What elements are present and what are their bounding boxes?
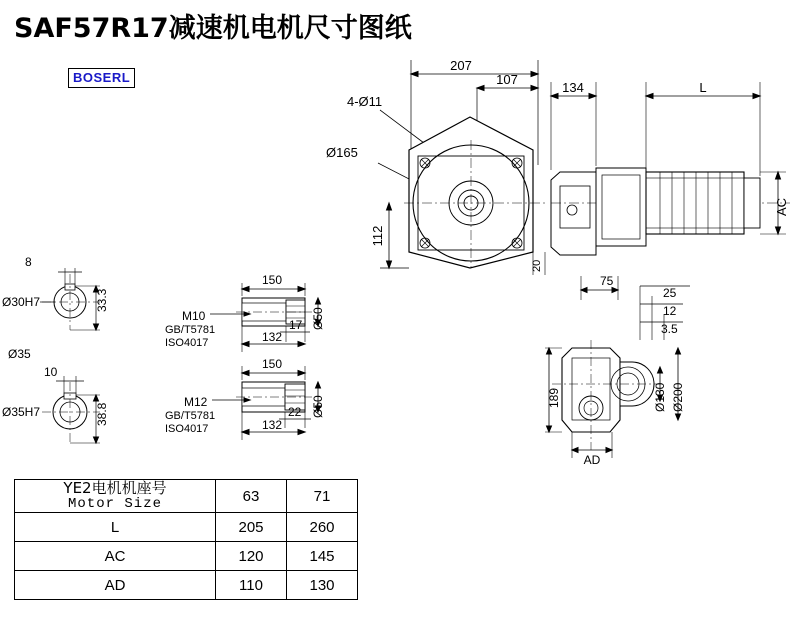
dim-132-b: 132 bbox=[262, 418, 283, 432]
dim-22: 22 bbox=[288, 405, 302, 419]
dim-shaft-35h7: Ø35H7 bbox=[2, 405, 41, 419]
cell-L-71: 260 bbox=[287, 513, 358, 542]
label-cn: YE2电机机座号 bbox=[63, 479, 167, 497]
dim-107: 107 bbox=[496, 72, 518, 87]
dim-12: 12 bbox=[663, 304, 677, 318]
dim-134: 134 bbox=[562, 80, 584, 95]
dim-m10: M10 bbox=[182, 309, 206, 323]
dim-AC: AC bbox=[774, 197, 789, 217]
table-row bbox=[15, 480, 358, 513]
dim-150-b: 150 bbox=[262, 357, 283, 371]
table-row bbox=[15, 513, 358, 542]
std-iso4017-a: ISO4017 bbox=[165, 337, 209, 349]
table-header-motor-size bbox=[15, 480, 216, 513]
dim-m12: M12 bbox=[184, 395, 208, 409]
table-row bbox=[15, 542, 358, 571]
dim-dia50-b: Ø50 bbox=[311, 395, 325, 418]
cell-size-71: 71 bbox=[287, 480, 358, 513]
dim-189: 189 bbox=[547, 387, 561, 408]
cell-size-63: 63 bbox=[216, 480, 287, 513]
cell-AC-63: 120 bbox=[216, 542, 287, 571]
dim-38-8: 38.8 bbox=[95, 402, 109, 426]
dim-4-hole: 4-Ø11 bbox=[347, 94, 383, 109]
dim-shaft-30: Ø30H7 bbox=[2, 295, 41, 309]
label-en: Motor Size bbox=[67, 496, 162, 512]
cell-AC-71: 145 bbox=[287, 542, 358, 571]
dim-207: 207 bbox=[450, 58, 472, 73]
dim-L: L bbox=[699, 80, 707, 95]
dim-dia130: Ø130 bbox=[653, 382, 667, 412]
dim-key-10: 10 bbox=[44, 365, 58, 379]
dim-dia200: Ø200 bbox=[671, 382, 685, 412]
motor-size-table bbox=[14, 479, 358, 600]
dim-33-3: 33.3 bbox=[95, 288, 109, 312]
dim-dia50-a: Ø50 bbox=[311, 307, 325, 330]
cell-L-63: 205 bbox=[216, 513, 287, 542]
cell-AD-63: 110 bbox=[216, 571, 287, 600]
table-row bbox=[15, 571, 358, 600]
row-label-L: L bbox=[15, 513, 216, 542]
std-gbt5781-a: GB/T5781 bbox=[165, 324, 216, 336]
dim-132-a: 132 bbox=[262, 330, 283, 344]
dim-17: 17 bbox=[289, 318, 303, 332]
row-label-AC: AC bbox=[15, 542, 216, 571]
cell-AD-71: 130 bbox=[287, 571, 358, 600]
dim-key-8: 8 bbox=[25, 255, 32, 269]
dim-3-5: 3.5 bbox=[661, 322, 678, 336]
dim-flange-dia: Ø165 bbox=[326, 145, 358, 160]
row-label-AD: AD bbox=[15, 571, 216, 600]
dim-112: 112 bbox=[370, 225, 385, 247]
brand-logo: BOSERL bbox=[68, 68, 135, 88]
dim-20: 20 bbox=[531, 259, 543, 272]
dim-25: 25 bbox=[663, 286, 677, 300]
std-gbt5781-b: GB/T5781 bbox=[165, 410, 216, 422]
page-title: SAF57R17减速机电机尺寸图纸 bbox=[14, 13, 412, 44]
dim-75: 75 bbox=[600, 274, 614, 288]
dim-150-a: 150 bbox=[262, 273, 283, 287]
dim-AD: AD bbox=[583, 453, 601, 467]
dim-shaft-35: Ø35 bbox=[8, 347, 31, 361]
std-iso4017-b: ISO4017 bbox=[165, 423, 209, 435]
